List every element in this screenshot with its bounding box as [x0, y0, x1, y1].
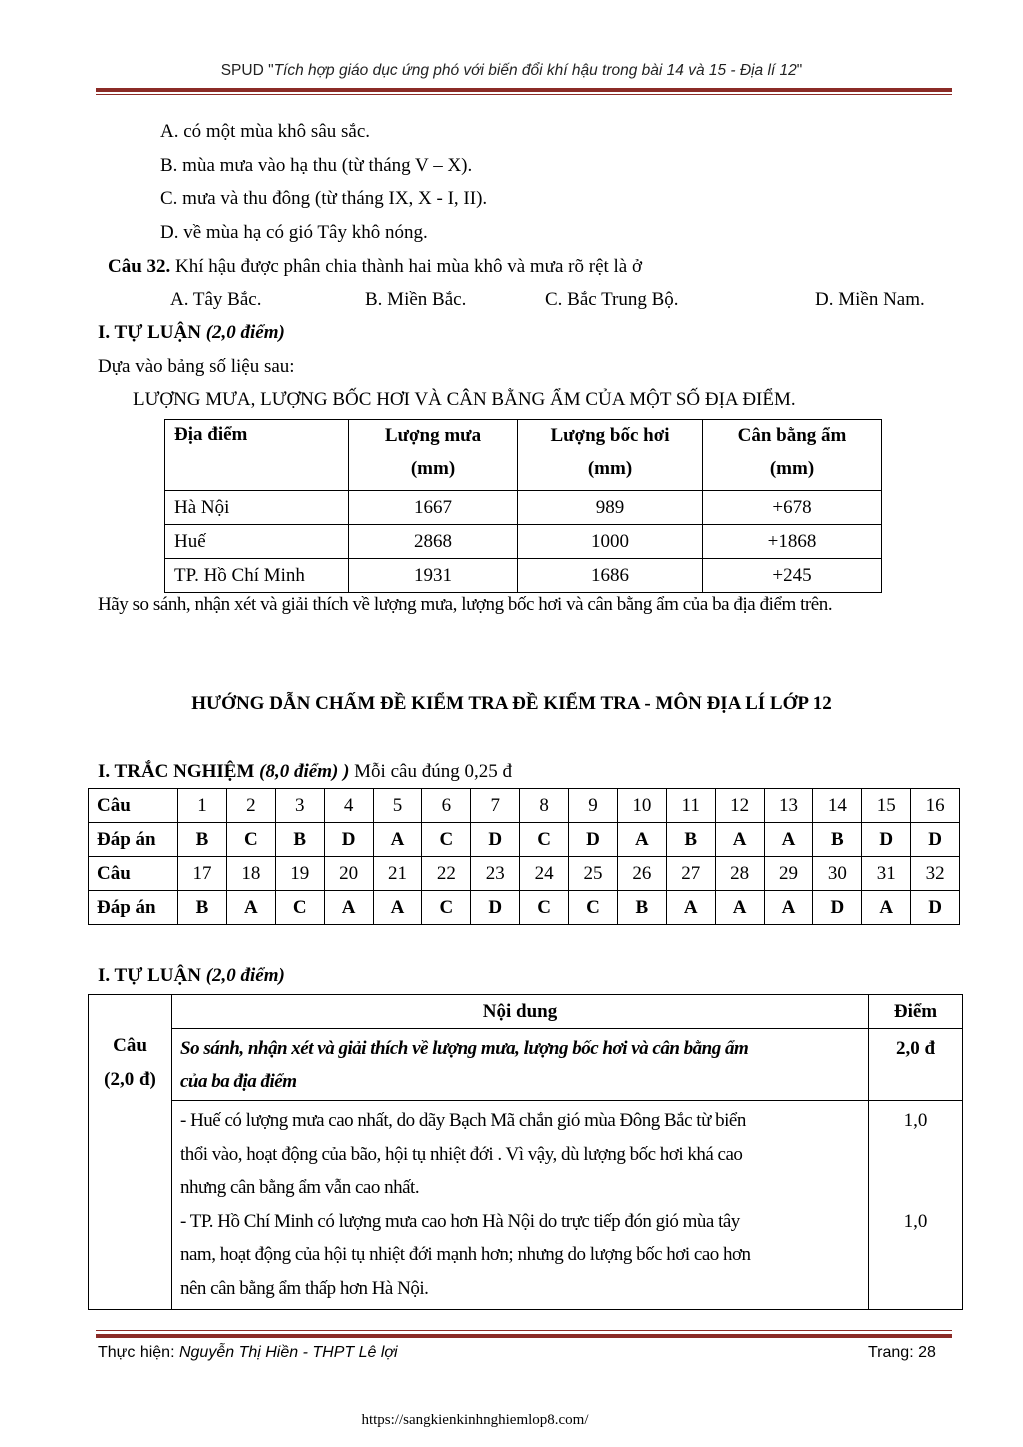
question-number-cell: 30	[813, 857, 862, 891]
answer-cell: C	[520, 823, 569, 857]
answer-cell: C	[422, 823, 471, 857]
q32-option-b: B. Miền Bắc.	[365, 289, 467, 310]
option-d: D. về mùa hạ có gió Tây khô nóng.	[160, 222, 428, 243]
answer-cell: D	[813, 891, 862, 925]
question-number-cell: 24	[520, 857, 569, 891]
answer-cell: D	[471, 823, 520, 857]
question-32-text: Khí hậu được phân chia thành hai mùa khô và mưa rõ rệt là ở	[170, 256, 643, 277]
footer-page	[868, 1344, 936, 1362]
question-number-cell: 28	[715, 857, 764, 891]
question-number-cell: 17	[178, 857, 227, 891]
footer-author-name: Nguyễn Thị Hiền - THPT Lê lợi	[178, 1344, 398, 1361]
answer-row-q2: Câu 17 18 19 20 21 22 23 24 25 26 27 28 29 30 31 32	[89, 857, 960, 891]
essay-answer-table	[88, 994, 963, 1310]
answer-cell: A	[666, 891, 715, 925]
answer-cell: A	[764, 891, 813, 925]
essay-answer-heading-points: (2,0 điểm)	[205, 965, 285, 986]
question-32	[108, 255, 642, 279]
essay-task: Hãy so sánh, nhận xét và giải thích về lượng mưa, lượng bốc hơi và cân bằng ẩm của ba địa điểm trên.	[98, 594, 833, 615]
header-evaporation: Lượng bốc hơi (mm)	[518, 420, 703, 491]
question-number-cell: 9	[569, 789, 618, 823]
essay-answer-header-row	[89, 995, 963, 1029]
answer-cell: C	[520, 891, 569, 925]
essay-heading	[98, 321, 285, 345]
table-row: Huế 2868 1000 +1868	[165, 525, 882, 559]
essay-answer-heading-text: I. TỰ LUẬN	[98, 965, 206, 986]
answer-cell: D	[569, 823, 618, 857]
header-score: Điểm	[869, 995, 963, 1029]
header-rule	[96, 88, 952, 92]
mc-heading-points: (8,0 điểm) )	[259, 761, 350, 782]
essay-content-row	[89, 1101, 963, 1310]
header-prefix: SPUD "	[220, 62, 274, 79]
essay-content: - Huế có lượng mưa cao nhất, do dãy Bạch Mã chắn gió mùa Đông Bắc từ biển thổi vào, hoạt động của bão, hội tụ nhiệt đới . Vì vậy, dù lượng bốc hơi khá cao nhưng cân bằng ẩm vẫn cao nhất. - TP. Hồ Chí Minh có lượng mưa cao hơn Hà Nội do trực tiếp đón gió mùa tây nam, hoạt động của hội tụ nhiệt đới mạnh hơn; nhưng do lượng bốc hơi cao hơn nên cân bằng ẩm thấp hơn Hà Nội.	[172, 1101, 869, 1310]
answer-row-a1: Đáp án B C B D A C D C D A B A A B D D	[89, 823, 960, 857]
footer-author: Thực hiện: Nguyễn Thị Hiền - THPT Lê lợi	[98, 1344, 398, 1361]
question-number-cell: 25	[569, 857, 618, 891]
question-number-cell: 4	[324, 789, 373, 823]
question-number-cell: 13	[764, 789, 813, 823]
answer-cell: C	[226, 823, 275, 857]
answer-cell: C	[275, 891, 324, 925]
table-row: TP. Hồ Chí Minh 1931 1686 +245	[165, 559, 882, 593]
q32-option-a: A. Tây Bắc.	[170, 289, 262, 310]
question-number-cell: 29	[764, 857, 813, 891]
answer-row-a2: Đáp án B A C A A C D C C B A A A D A D	[89, 891, 960, 925]
answer-cell: B	[666, 823, 715, 857]
prompt-score: 2,0 đ	[869, 1029, 963, 1101]
essay-prompt-row	[89, 1029, 963, 1101]
question-number-cell: 23	[471, 857, 520, 891]
essay-heading-text: I. TỰ LUẬN	[98, 322, 206, 343]
question-number-cell: 19	[275, 857, 324, 891]
question-number-cell: 11	[666, 789, 715, 823]
essay-content-scores: 1,0 1,0	[869, 1101, 963, 1310]
option-a: A. có một mùa khô sâu sắc.	[160, 121, 371, 142]
answer-cell: D	[911, 891, 960, 925]
mc-heading-text: I. TRẮC NGHIỆM	[98, 761, 260, 782]
answer-cell: A	[715, 823, 764, 857]
essay-intro: Dựa vào bảng số liệu sau:	[98, 356, 295, 377]
answer-cell: B	[617, 891, 666, 925]
answer-cell: B	[813, 823, 862, 857]
page-label: Trang:	[868, 1344, 914, 1361]
answer-cell: C	[422, 891, 471, 925]
question-number-cell: 7	[471, 789, 520, 823]
mc-heading	[98, 760, 512, 784]
answer-cell: A	[324, 891, 373, 925]
question-number-cell: 31	[862, 857, 911, 891]
guide-title: HƯỚNG DẪN CHẤM ĐỀ KIỂM TRA ĐỀ KIỂM TRA - MÔN ĐỊA LÍ LỚP 12	[191, 693, 832, 714]
option-b: B. mùa mưa vào hạ thu (từ tháng V – X).	[160, 155, 473, 176]
question-number-cell: 2	[226, 789, 275, 823]
question-number-cell: 15	[862, 789, 911, 823]
question-number-cell: 20	[324, 857, 373, 891]
answer-cell: B	[178, 823, 227, 857]
answer-cell: A	[226, 891, 275, 925]
answer-cell: D	[324, 823, 373, 857]
answer-cell: D	[471, 891, 520, 925]
table-row: Hà Nội 1667 989 +678	[165, 491, 882, 525]
essay-prompt: So sánh, nhận xét và giải thích về lượng mưa, lượng bốc hơi và cân bằng ẩm của ba địa điểm	[172, 1029, 869, 1101]
answer-cell: D	[862, 823, 911, 857]
question-number-cell: 22	[422, 857, 471, 891]
header-rainfall: Lượng mưa (mm)	[349, 420, 518, 491]
answer-cell: A	[373, 891, 422, 925]
answer-row-q1: Câu 1 2 3 4 5 6 7 8 9 10 11 12 13 14 15 16	[89, 789, 960, 823]
header-balance: Cân bằng ẩm (mm)	[703, 420, 882, 491]
question-32-label: Câu 32.	[108, 256, 171, 277]
essay-question-cell: Câu (2,0 đ)	[89, 995, 172, 1310]
page-number: 28	[918, 1344, 936, 1361]
q32-option-d: D. Miền Nam.	[815, 289, 925, 310]
question-number-cell: 12	[715, 789, 764, 823]
answer-cell: D	[911, 823, 960, 857]
answer-key-table	[88, 788, 960, 925]
question-number-cell: 5	[373, 789, 422, 823]
answer-cell: A	[617, 823, 666, 857]
header-location: Địa điểm	[165, 420, 349, 491]
question-number-cell: 16	[911, 789, 960, 823]
answer-cell: A	[715, 891, 764, 925]
answer-cell: C	[569, 891, 618, 925]
question-number-cell: 26	[617, 857, 666, 891]
answer-cell: B	[275, 823, 324, 857]
question-number-cell: 27	[666, 857, 715, 891]
question-number-cell: 8	[520, 789, 569, 823]
question-number-cell: 14	[813, 789, 862, 823]
question-number-cell: 6	[422, 789, 471, 823]
q32-option-c: C. Bắc Trung Bộ.	[545, 289, 679, 310]
option-c: C. mưa và thu đông (từ tháng IX, X - I, II).	[160, 188, 488, 209]
answer-cell: A	[764, 823, 813, 857]
essay-answer-heading	[98, 964, 285, 988]
page-header	[0, 62, 1023, 80]
question-number-cell: 3	[275, 789, 324, 823]
header-rule-thin	[96, 94, 952, 95]
climate-table	[164, 419, 882, 593]
answer-cell: B	[178, 891, 227, 925]
question-number-cell: 18	[226, 857, 275, 891]
table-title: LƯỢNG MƯA, LƯỢNG BỐC HƠI VÀ CÂN BẰNG ẨM CỦA MỘT SỐ ĐỊA ĐIỂM.	[133, 389, 796, 410]
question-number-cell: 1	[178, 789, 227, 823]
table-header-row	[165, 420, 882, 491]
answer-cell: A	[862, 891, 911, 925]
question-number-cell: 32	[911, 857, 960, 891]
mc-heading-note: Mỗi câu đúng 0,25 đ	[349, 761, 512, 782]
answer-cell: A	[373, 823, 422, 857]
header-title: Tích hợp giáo dục ứng phó với biến đổi khí hậu trong bài 14 và 15 - Địa lí 12	[273, 62, 797, 79]
header-suffix: "	[796, 62, 803, 79]
footer-rule-thin	[96, 1330, 952, 1331]
essay-heading-points: (2,0 điểm)	[205, 322, 285, 343]
question-number-cell: 10	[617, 789, 666, 823]
footer-rule	[96, 1334, 952, 1338]
question-number-cell: 21	[373, 857, 422, 891]
source-url[interactable]: https://sangkienkinhnghiemlop8.com/	[361, 1412, 589, 1428]
header-content: Nội dung	[172, 995, 869, 1029]
